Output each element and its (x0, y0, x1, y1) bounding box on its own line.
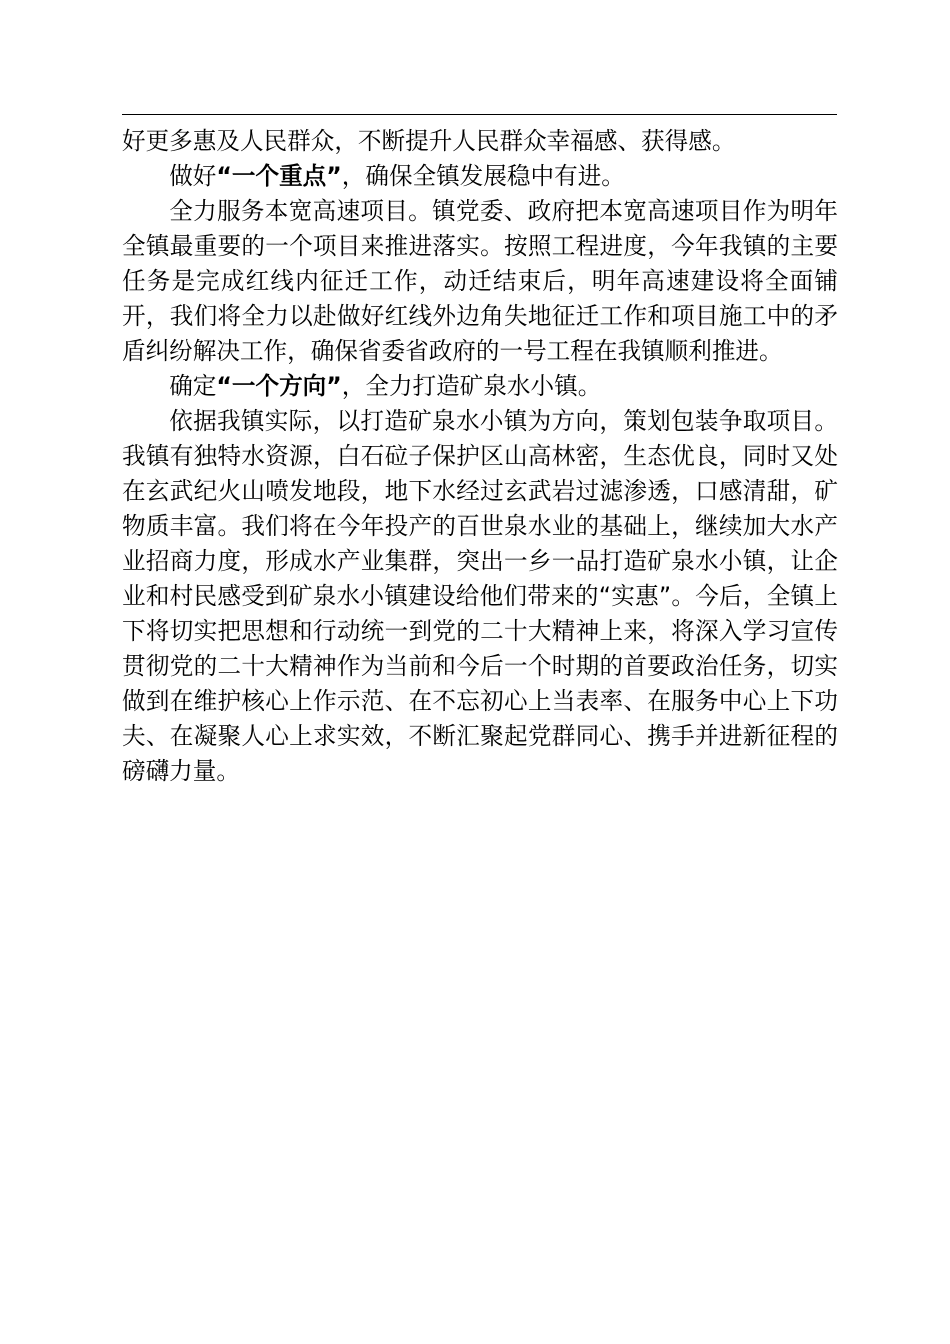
paragraph-text: ，确保全镇发展稳中有进。 (341, 162, 625, 190)
paragraph-text: ，全力打造矿泉水小镇。 (341, 372, 602, 400)
paragraph-heading-direction (122, 369, 838, 404)
paragraph-highway-project (122, 194, 838, 369)
paragraph-text: 全力服务本宽高速项目。镇党委、政府把本宽高速项目作为明年全镇最重要的一个项目来推进落实。按照工程进度，今年我镇的主要任务是完成红线内征迁工作，动迁结束后，明年高速建设将全面铺开，我们将全力以赴做好红线外边角失地征迁工作和项目施工中的矛盾纠纷解决工作，确保省委省政府的一号工程在我镇顺利推进。 (122, 197, 838, 365)
document-body (122, 124, 838, 789)
header-rule (122, 114, 837, 115)
paragraph-text: 依据我镇实际，以打造矿泉水小镇为方向，策划包装争取项目。我镇有独特水资源，白石砬子保护区山高林密，生态优良，同时又处在玄武纪火山喷发地段，地下水经过玄武岩过滤渗透，口感清甜，矿物质丰富。我们将在今年投产的百世泉水业的基础上，继续加大水产业招商力度，形成水产业集群，突出一乡一品打造矿泉水小镇，让企业和村民感受到矿泉水小镇建设给他们带来的“实惠”。今后，全镇上下将切实把思想和行动统一到党的二十大精神上来，将深入学习宣传贯彻党的二十大精神作为当前和今后一个时期的首要政治任务，切实做到在维护核心上作示范、在不忘初心上当表率、在服务中心上下功夫、在凝聚人心上求实效，不断汇聚起党群同心、携手并进新征程的磅礴力量。 (122, 407, 838, 785)
emphasis-quote: “一个方向” (216, 372, 342, 400)
paragraph-mineral-water-town (122, 404, 838, 789)
paragraph-text: 好更多惠及人民群众，不断提升人民群众幸福感、获得感。 (122, 127, 736, 155)
paragraph-continuation (122, 124, 838, 159)
emphasis-quote: “一个重点” (216, 162, 342, 190)
paragraph-text: 做好 (169, 162, 217, 190)
paragraph-heading-focus (122, 159, 838, 194)
paragraph-text: 确定 (169, 372, 217, 400)
